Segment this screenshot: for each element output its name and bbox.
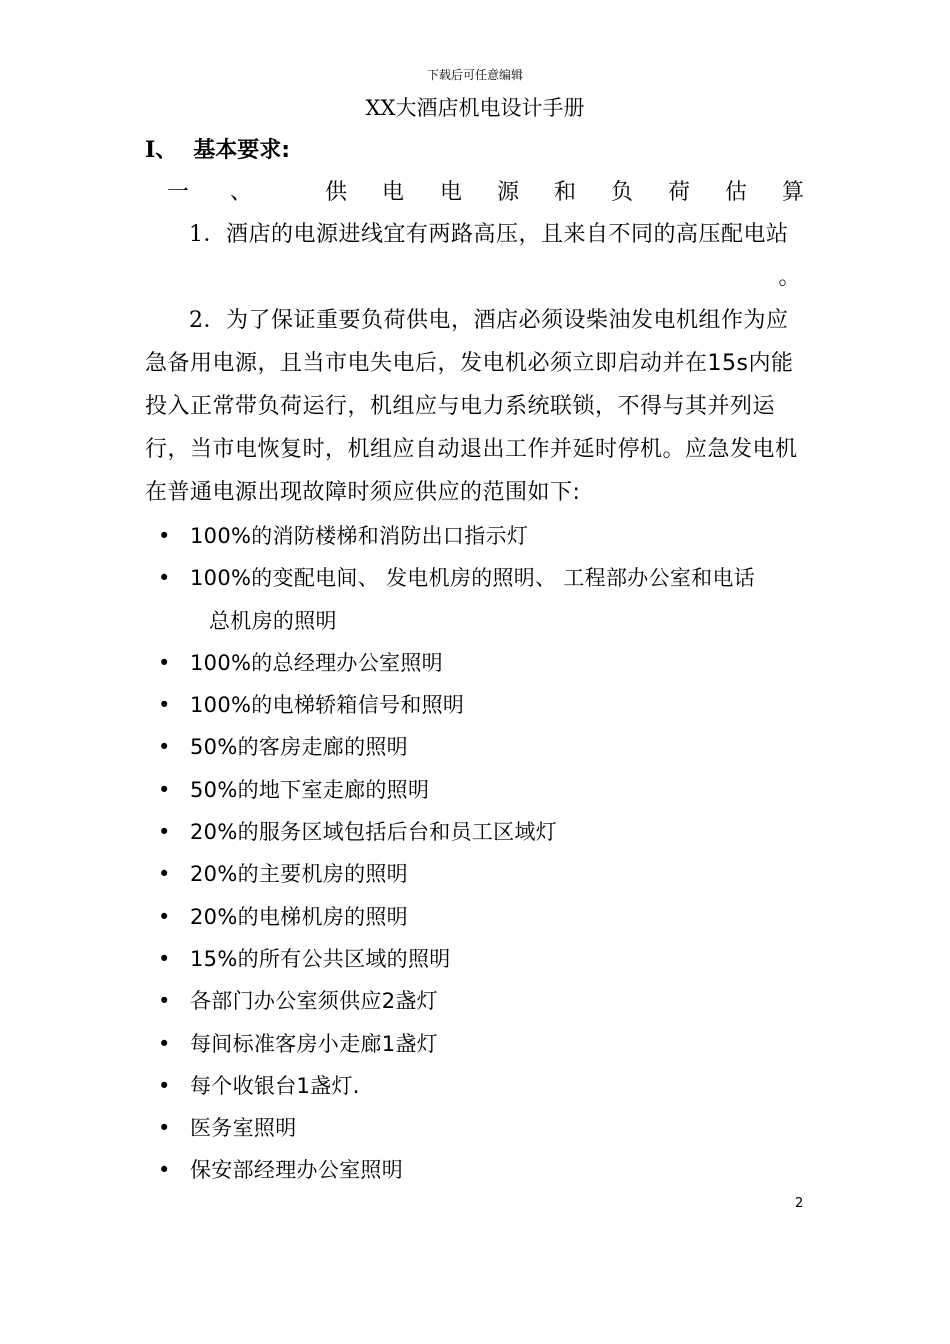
bullet-icon: • (158, 862, 171, 887)
paragraph-1-text: 酒店的电源进线宜有两路高压，且来自不同的高压配电站 (226, 222, 789, 247)
bullet-icon: • (158, 989, 171, 1014)
subheading-power-supply (145, 175, 805, 207)
header-note: 下载后可任意编辑 (426, 68, 523, 82)
list-item: • 各部门办公室须供应2盏灯 (145, 980, 807, 1022)
list-item: • 100%的变配电间、 发电机房的照明、 工程部办公室和电话 总机房的照明 (145, 557, 807, 642)
subheading-char: 估 (725, 180, 748, 205)
subheading-char: 负 (611, 180, 634, 205)
section-label: 基本要求: (193, 138, 291, 163)
paragraph-1-end-mark: 。 (778, 265, 801, 290)
list-item: • 50%的客房走廊的照明 (145, 726, 807, 768)
list-item: • 每个收银台1盏灯. (145, 1065, 807, 1107)
list-item: • 20%的服务区域包括后台和员工区域灯 (145, 811, 807, 853)
list-item: • 保安部经理办公室照明 (145, 1149, 807, 1191)
paragraph-1-number: 1． (189, 222, 226, 247)
bullet-icon: • (158, 777, 171, 802)
list-item: • 15%的所有公共区域的照明 (145, 938, 807, 980)
bullet-icon: • (158, 1158, 171, 1183)
list-item: • 100%的消防楼梯和消防出口指示灯 (145, 515, 807, 557)
paragraph-2 (145, 299, 807, 514)
list-item: • 50%的地下室走廊的照明 (145, 769, 807, 811)
bullet-icon: • (158, 1116, 171, 1141)
emergency-supply-list (145, 515, 807, 1192)
paragraph-2-text: 为了保证重要负荷供电，酒店必须设柴油发电机组作为应急备用电源，且当市电失电后，发电机必须立即启动并在15s内能投入正常带负荷运行，机组应与电力系统联锁，不得与其并列运行，当市电恢复时，机组应自动退出工作并延时停机。应急发电机在普通电源出现故障时须应供应的范围如下: (145, 308, 798, 505)
list-item: • 100%的电梯轿箱信号和照明 (145, 684, 807, 726)
subheading-char: 、 (230, 180, 253, 205)
bullet-icon: • (158, 524, 171, 548)
list-item: • 20%的电梯机房的照明 (145, 896, 807, 938)
subheading-char: 电 (382, 180, 405, 205)
bullet-icon: • (158, 1031, 171, 1056)
subheading-char: 供 (325, 180, 348, 205)
bullet-icon: • (158, 904, 171, 929)
list-item: • 每间标准客房小走廊1盏灯 (145, 1023, 807, 1065)
subheading-char: 源 (497, 180, 520, 205)
paragraph-1 (145, 213, 807, 290)
subheading-char: 荷 (668, 180, 691, 205)
subheading-char: 和 (554, 180, 577, 205)
subheading-char: 电 (440, 180, 463, 205)
bullet-icon: • (158, 1073, 171, 1098)
bullet-icon: • (158, 650, 171, 675)
paragraph-2-number: 2． (189, 308, 226, 333)
list-item: • 20%的主要机房的照明 (145, 853, 807, 895)
bullet-icon: • (158, 566, 171, 591)
list-item: • 医务室照明 (145, 1107, 807, 1149)
document-title: XX大酒店机电设计手册 (365, 96, 585, 120)
subheading-char: 算 (782, 180, 805, 205)
section-heading (145, 133, 290, 164)
subheading-char: 一 (167, 180, 190, 205)
bullet-icon: • (158, 820, 171, 845)
list-item: • 100%的总经理办公室照明 (145, 642, 807, 684)
bullet-icon: • (158, 693, 171, 718)
page-number: 2 (795, 1196, 804, 1211)
bullet-icon: • (158, 735, 171, 760)
section-number: I、 (145, 137, 178, 163)
bullet-icon: • (158, 946, 171, 971)
